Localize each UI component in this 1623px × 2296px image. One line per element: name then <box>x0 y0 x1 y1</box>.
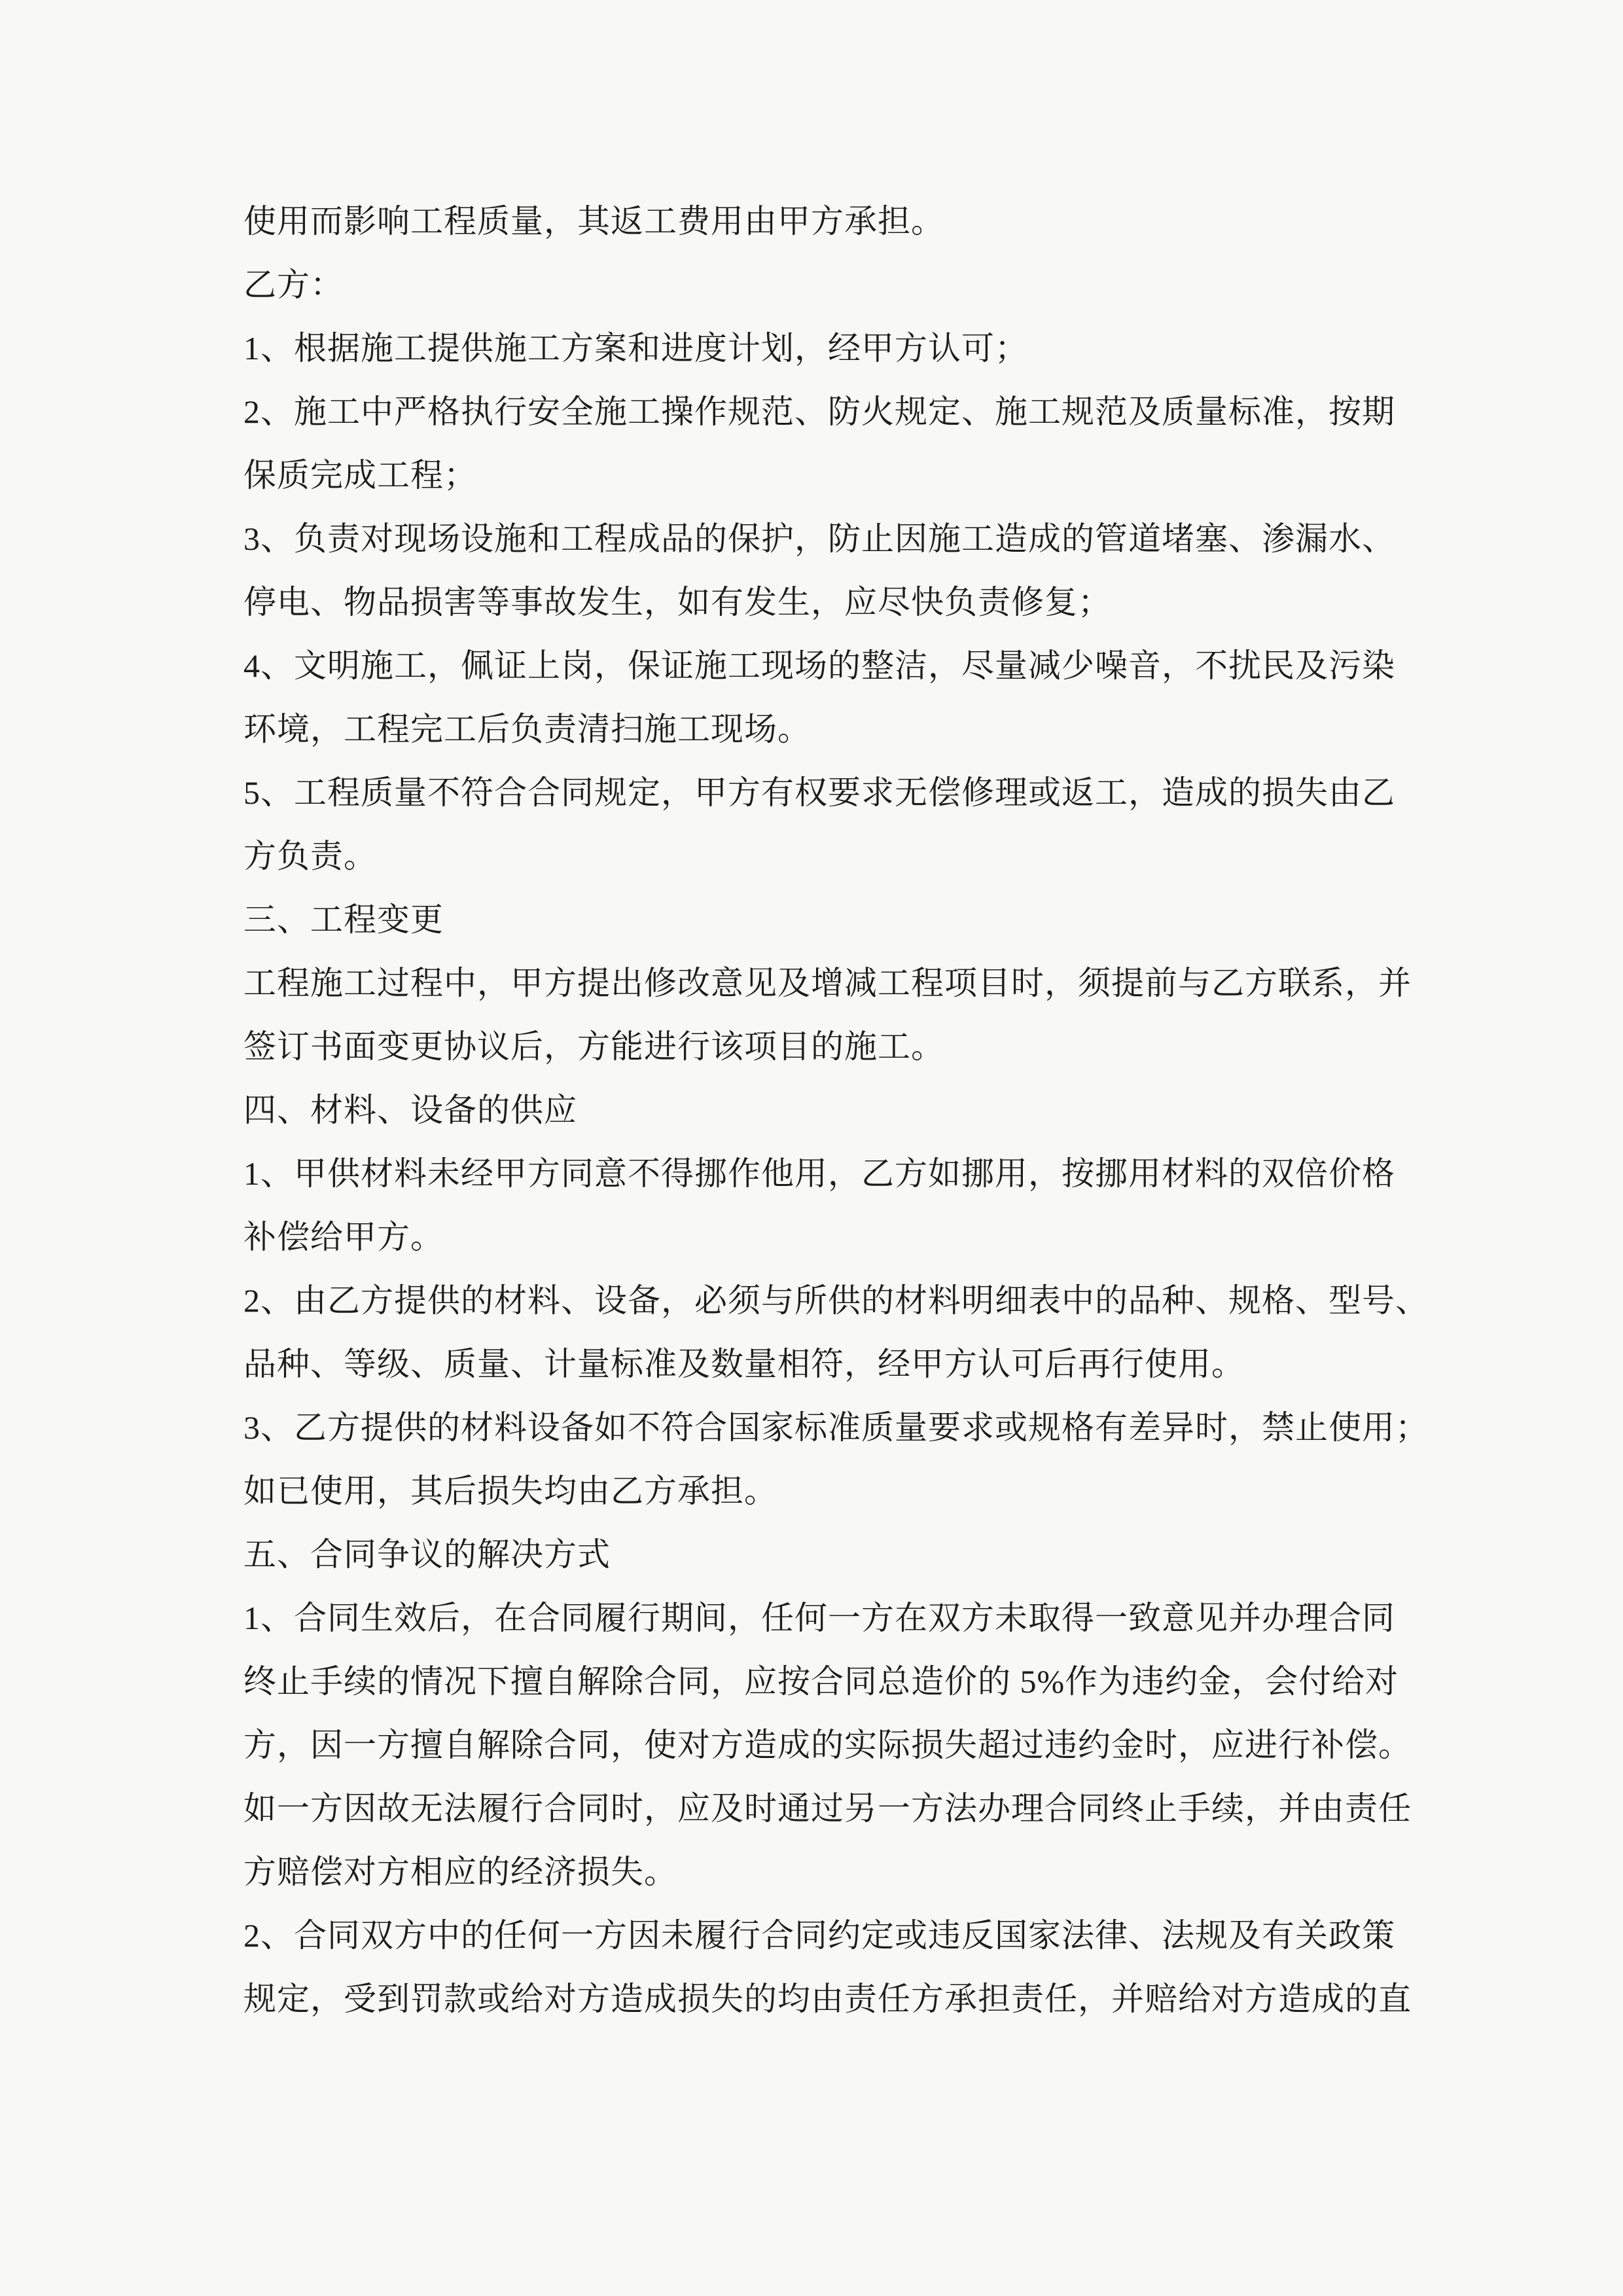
text-line: 2、由乙方提供的材料、设备，必须与所供的材料明细表中的品种、规格、型号、 <box>243 1282 1429 1319</box>
text-line: 2、合同双方中的任何一方因未履行合同约定或违反国家法律、法规及有关政策 <box>243 1917 1395 1954</box>
text-line: 1、甲供材料未经甲方同意不得挪作他用，乙方如挪用，按挪用材料的双倍价格 <box>243 1155 1395 1192</box>
text-line: 1、合同生效后，在合同履行期间，任何一方在双方未取得一致意见并办理合同 <box>243 1600 1395 1636</box>
text-line: 4、文明施工，佩证上岗，保证施工现场的整洁，尽量减少噪音，不扰民及污染 <box>243 647 1395 684</box>
text-line: 方赔偿对方相应的经济损失。 <box>243 1854 677 1890</box>
text-line: 品种、等级、质量、计量标准及数量相符，经甲方认可后再行使用。 <box>243 1346 1245 1382</box>
text-line: 方负责。 <box>243 838 377 874</box>
document-body <box>243 190 1429 2031</box>
text-line: 如一方因故无法履行合同时，应及时通过另一方法办理合同终止手续，并由责任 <box>243 1790 1412 1827</box>
text-line: 签订书面变更协议后，方能进行该项目的施工。 <box>243 1028 944 1065</box>
text-line: 使用而影响工程质量，其返工费用由甲方承担。 <box>243 203 944 240</box>
text-line: 1、根据施工提供施工方案和进度计划，经甲方认可； <box>243 330 1028 367</box>
text-line: 规定，受到罚款或给对方造成损失的均由责任方承担责任，并赔给对方造成的直 <box>243 1981 1412 2017</box>
text-line: 5、工程质量不符合合同规定，甲方有权要求无偿修理或返工，造成的损失由乙 <box>243 774 1395 811</box>
text-line: 3、负责对现场设施和工程成品的保护，防止因施工造成的管道堵塞、渗漏水、 <box>243 520 1395 557</box>
text-line: 3、乙方提供的材料设备如不符合国家标准质量要求或规格有差异时，禁止使用； <box>243 1409 1429 1446</box>
text-line: 乙方： <box>243 266 344 303</box>
text-line: 停电、物品损害等事故发生，如有发生，应尽快负责修复； <box>243 584 1111 620</box>
text-line: 环境，工程完工后负责清扫施工现场。 <box>243 711 811 747</box>
text-line: 如已使用，其后损失均由乙方承担。 <box>243 1473 777 1509</box>
text-line: 2、施工中严格执行安全施工操作规范、防火规定、施工规范及质量标准，按期 <box>243 393 1395 430</box>
section-heading: 三、工程变更 <box>243 901 444 938</box>
text-line: 终止手续的情况下擅自解除合同，应按合同总造价的 5%作为违约金，会付给对 <box>243 1663 1399 1700</box>
section-heading: 四、材料、设备的供应 <box>243 1092 577 1128</box>
text-line: 补偿给甲方。 <box>243 1219 444 1255</box>
text-line: 工程施工过程中，甲方提出修改意见及增减工程项目时，须提前与乙方联系，并 <box>243 965 1412 1001</box>
text-line: 方，因一方擅自解除合同，使对方造成的实际损失超过违约金时，应进行补偿。 <box>243 1727 1412 1763</box>
text-line: 保质完成工程； <box>243 457 477 493</box>
section-heading: 五、合同争议的解决方式 <box>243 1536 611 1573</box>
